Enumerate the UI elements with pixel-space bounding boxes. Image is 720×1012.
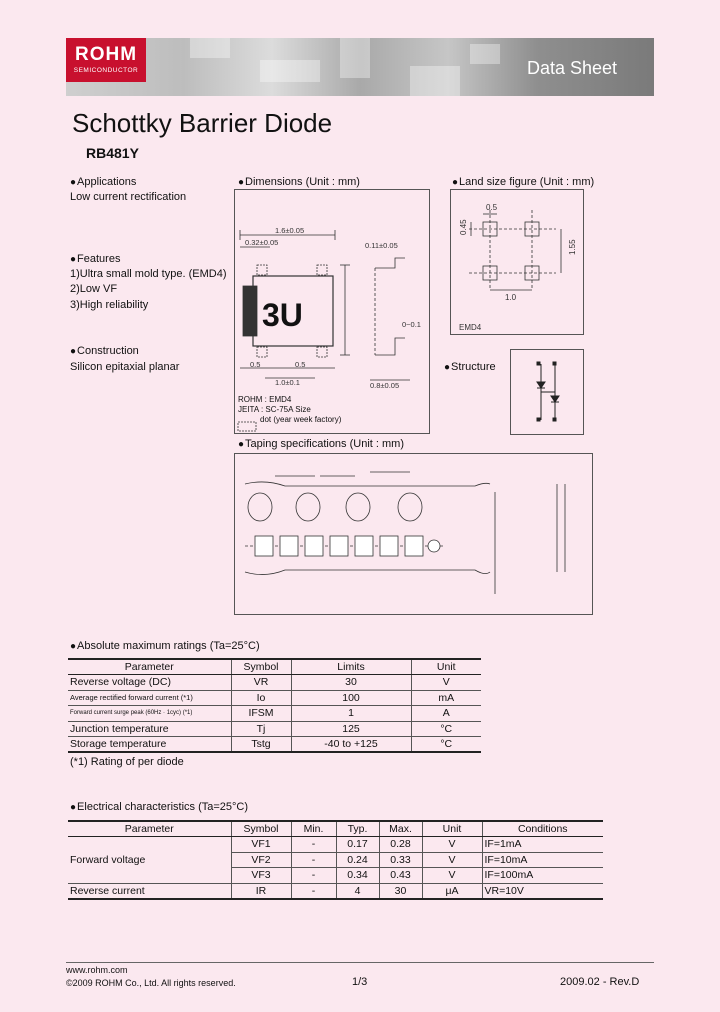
features-item-2: 2)Low VF xyxy=(70,283,118,295)
footer-page: 1/3 xyxy=(352,976,368,988)
features-item-1: 1)Ultra small mold type. (EMD4) xyxy=(70,268,227,280)
elec-heading: ● Electrical characteristics (Ta=25°C) xyxy=(70,801,248,813)
features-heading: ● Features xyxy=(70,253,120,265)
table-header-row: Parameter Symbol Min. Typ. Max. Unit Conditions xyxy=(68,821,603,837)
construction-heading: ● Construction xyxy=(70,345,139,357)
table-header-row: Parameter Symbol Limits Unit xyxy=(68,659,481,675)
table-row: Reverse voltage (DC) VR 30 V xyxy=(68,675,481,691)
land-size-drawing xyxy=(451,190,585,336)
table-row: Storage temperature Tstg -40 to +125 °C xyxy=(68,737,481,753)
land-size-box xyxy=(450,189,584,335)
table-row: VF3 - 0.34 0.43 V IF=100mA xyxy=(68,868,603,884)
marking-text: 3U xyxy=(262,297,303,333)
part-number: RB481Y xyxy=(86,145,139,161)
footer-url[interactable]: www.rohm.com xyxy=(66,965,128,975)
table-row: Average rectified forward current (*1) Io 100 mA xyxy=(68,690,481,706)
svg-text:0~0.1: 0~0.1 xyxy=(402,320,421,329)
rohm-logo: ROHM SEMICONDUCTOR xyxy=(66,38,146,82)
abs-max-table xyxy=(68,658,481,753)
land-dim-right: 1.55 xyxy=(568,239,577,255)
land-pkg: EMD4 xyxy=(459,323,482,332)
structure-box xyxy=(510,349,584,435)
package-info: ROHM : EMD4 JEITA : SC-75A Size dot (year week factory) xyxy=(238,395,342,424)
structure-heading: ● Structure xyxy=(444,361,496,373)
applications-heading: ● Applications xyxy=(70,176,136,188)
page-title: Schottky Barrier Diode xyxy=(72,108,333,138)
taping-drawing xyxy=(235,454,594,616)
land-size-heading: ● Land size figure (Unit : mm) xyxy=(452,176,594,188)
abs-max-note: (*1) Rating of per diode xyxy=(70,756,184,768)
abs-max-heading: ● Absolute maximum ratings (Ta=25°C) xyxy=(70,640,260,652)
svg-text:0.8±0.05: 0.8±0.05 xyxy=(370,381,400,390)
table-row: Junction temperature Tj 125 °C xyxy=(68,721,481,737)
svg-text:0.32±0.05: 0.32±0.05 xyxy=(245,238,279,247)
applications-item: Low current rectification xyxy=(70,191,187,203)
svg-text:1.6±0.05: 1.6±0.05 xyxy=(275,226,305,235)
svg-text:0.11±0.05: 0.11±0.05 xyxy=(365,241,398,250)
svg-text:0.5: 0.5 xyxy=(295,360,306,369)
footer-copyright: ©2009 ROHM Co., Ltd. All rights reserved. xyxy=(66,978,236,988)
svg-text:0.5: 0.5 xyxy=(250,360,261,369)
table-row: Reverse current IR - 4 30 μA VR=10V xyxy=(68,883,603,899)
svg-text:1.0±0.1: 1.0±0.1 xyxy=(275,378,300,387)
construction-item: Silicon epitaxial planar xyxy=(70,361,180,373)
doc-type-label: Data Sheet xyxy=(527,58,618,78)
elec-table xyxy=(68,820,603,900)
land-dim-top: 0.5 xyxy=(486,203,498,212)
table-row: Forward voltage VF1 - 0.17 0.28 V IF=1mA xyxy=(68,837,603,853)
land-dim-bottom: 1.0 xyxy=(505,293,517,302)
dimensions-heading: ● Dimensions (Unit : mm) xyxy=(238,176,360,188)
table-row: Forward current surge peak (60Hz · 1cyc) (*1) IFSM 1 A xyxy=(68,706,481,722)
footer-rev: 2009.02 - Rev.D xyxy=(560,976,640,988)
footer-divider xyxy=(66,962,654,963)
structure-diagram xyxy=(511,350,585,436)
table-row: VF2 - 0.24 0.33 V IF=10mA xyxy=(68,852,603,868)
land-dim-left: 0.45 xyxy=(459,219,468,235)
taping-heading: ● Taping specifications (Unit : mm) xyxy=(238,438,404,450)
features-item-3: 3)High reliability xyxy=(70,299,149,311)
taping-box xyxy=(234,453,593,615)
